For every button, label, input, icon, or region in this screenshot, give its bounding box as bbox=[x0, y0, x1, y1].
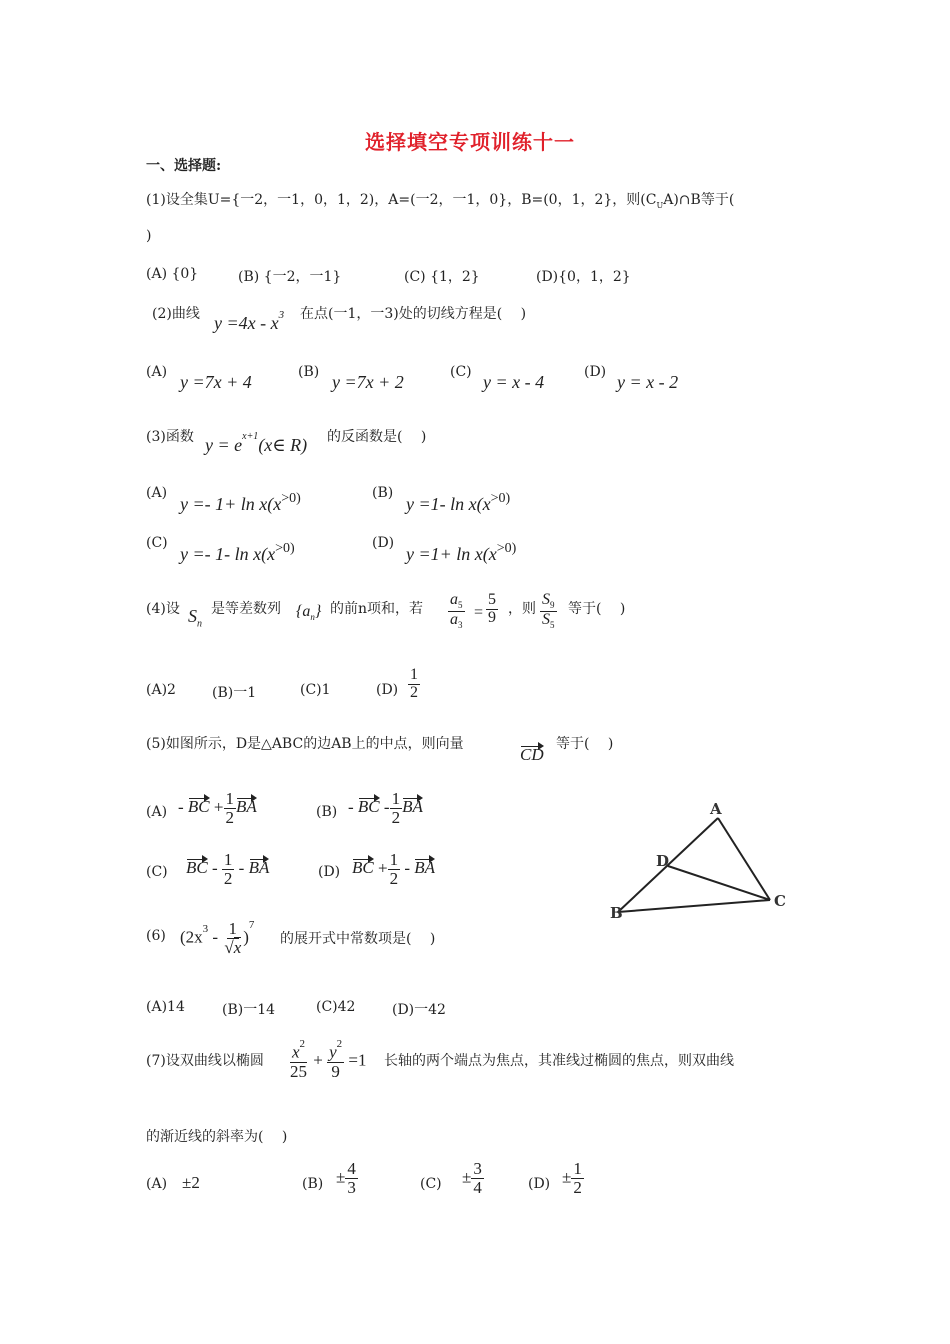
q2-option-a-label: (A) bbox=[146, 364, 168, 380]
q7-ellipse-formula: $\frac{x^2}{25}$ + $\frac{y^2}{9}$ =1 bbox=[290, 1038, 367, 1081]
q4-eq: = bbox=[474, 604, 484, 621]
edge-ac bbox=[718, 818, 770, 900]
q1-text: (1)设全集U={一2，一1，0，1，2)，A=(一2，一1，0}，B=(0，1，2}，则(C bbox=[146, 192, 657, 208]
q5-option-b-label: (B) bbox=[316, 804, 338, 820]
q4-seq: $\{a_n\}$ bbox=[296, 603, 322, 623]
q2-option-c: y = x - 4 bbox=[483, 372, 545, 392]
q1-text2: A)∩B等于( bbox=[663, 192, 735, 208]
q1-option-a: (A) {0} bbox=[146, 266, 199, 282]
question-1 bbox=[146, 189, 734, 210]
vertex-label-c: C bbox=[774, 892, 786, 910]
q7-option-b: ± $\frac{4}{3}$ bbox=[336, 1159, 356, 1197]
q7-option-a: ±2 bbox=[182, 1173, 200, 1192]
q6-option-d: (D)一42 bbox=[392, 1002, 446, 1018]
q7-option-d: ± $\frac{1}{2}$ bbox=[562, 1159, 582, 1197]
q7-option-c: ± $\frac{3}{4}$ bbox=[462, 1159, 482, 1197]
q4-option-d-frac: $\frac{1}{2}$ bbox=[410, 666, 418, 701]
q4-s: $S_n$ bbox=[188, 606, 202, 630]
q3-label: (3)函数 bbox=[146, 429, 194, 445]
q2-formula: $y =4x - x^3$ bbox=[214, 309, 285, 333]
q5-text: (5)如图所示，D是△ABC的边AB上的中点，则向量 bbox=[146, 736, 464, 752]
q6-text: 的展开式中常数项是( ) bbox=[280, 931, 436, 947]
q4-text3: ，则 bbox=[508, 601, 536, 617]
q6-option-a: (A)14 bbox=[146, 999, 185, 1015]
q7-line2: 的渐近线的斜率为( ) bbox=[146, 1129, 288, 1145]
q1-sub-u: U bbox=[656, 200, 664, 210]
q3-option-c-label: (C) bbox=[146, 535, 168, 551]
q3-option-d: $y =1+ \ln x(x^{>0)}$ bbox=[406, 541, 517, 564]
q3-option-a: $y =- 1+ \ln x(x^{>0)}$ bbox=[180, 491, 301, 514]
q6-option-b: (B)一14 bbox=[222, 1002, 276, 1018]
q7-option-d-label: (D) bbox=[528, 1176, 551, 1192]
q5-option-b: - BC - $\frac{1}{2}$ BA bbox=[348, 789, 423, 827]
q2-text: 在点(一1，一3)处的切线方程是( ) bbox=[300, 306, 527, 322]
q5-text2: 等于( ) bbox=[556, 736, 614, 752]
q4-option-a: (A)2 bbox=[146, 682, 176, 698]
q1-option-b: (B) {一2，一1} bbox=[238, 269, 342, 285]
q5-option-a: - BC + $\frac{1}{2}$ BA bbox=[178, 789, 257, 827]
q4-frac1: $\frac{a_5}{a_3}$ bbox=[450, 591, 463, 630]
q4-frac3: $\frac{S_9}{S_5}$ bbox=[542, 591, 555, 630]
q4-option-d: (D) bbox=[376, 682, 399, 698]
q3-option-c: y =- 1- $\ln x(x^{>0)}$ bbox=[180, 541, 295, 564]
q3-option-a-label: (A) bbox=[146, 485, 168, 501]
q5-option-d: BC + $\frac{1}{2}$ - BA bbox=[352, 850, 436, 888]
q7-option-c-label: (C) bbox=[420, 1176, 442, 1192]
q4-text1: 是等差数列 bbox=[211, 601, 281, 617]
q2-option-b: y =7x + 2 bbox=[332, 372, 404, 392]
q7-option-b-label: (B) bbox=[302, 1176, 324, 1192]
q3-option-d-label: (D) bbox=[372, 535, 395, 551]
q3-text: 的反函数是( ) bbox=[327, 429, 427, 445]
q3-formula: $y = e^{x+1}(x\in$ R) bbox=[205, 431, 308, 455]
vertex-label-a: A bbox=[710, 800, 722, 818]
q6-formula: ($2x^3$ - $\frac{1}{√x}$ )$^7$ bbox=[180, 918, 255, 957]
q1-close: ) bbox=[146, 228, 152, 244]
q1-option-d: (D){0，1，2} bbox=[536, 269, 631, 285]
q7-option-a-label: (A) bbox=[146, 1176, 168, 1192]
edge-bc bbox=[618, 900, 770, 912]
section-heading: 一、选择题: bbox=[146, 158, 222, 174]
q6-option-c: (C)42 bbox=[316, 999, 356, 1015]
q5-option-c-label: (C) bbox=[146, 864, 168, 880]
page-title: 选择填空专项训练十一 bbox=[365, 130, 575, 154]
q3-option-b: y =1- $\ln x(x^{>0)}$ bbox=[406, 491, 511, 514]
q7-label: (7)设双曲线以椭圆 bbox=[146, 1053, 264, 1069]
q3-option-b-label: (B) bbox=[372, 485, 394, 501]
q2-option-c-label: (C) bbox=[450, 364, 472, 380]
q4-option-c: (C)1 bbox=[300, 682, 331, 698]
q4-label: (4)设 bbox=[146, 601, 180, 617]
q5-vector-cd: CD bbox=[520, 745, 544, 764]
q4-frac2: $\frac{5}{9}$ bbox=[488, 591, 496, 626]
q7-text: 长轴的两个端点为焦点，其准线过椭圆的焦点，则双曲线 bbox=[384, 1053, 734, 1069]
q5-option-a-label: (A) bbox=[146, 804, 168, 820]
q2-label: (2)曲线 bbox=[152, 306, 200, 322]
q4-text2: 的前n项和，若 bbox=[330, 601, 424, 617]
q4-text4: 等于( ) bbox=[568, 601, 626, 617]
q4-option-b: (B)一1 bbox=[212, 685, 257, 701]
q5-option-c: BC - $\frac{1}{2}$ - BA bbox=[186, 850, 270, 888]
q1-option-c: (C) {1，2} bbox=[404, 269, 480, 285]
q2-option-d-label: (D) bbox=[584, 364, 607, 380]
triangle-figure bbox=[610, 800, 800, 922]
q6-label: (6) bbox=[146, 928, 166, 944]
q2-option-d: y = x - 2 bbox=[617, 372, 679, 392]
vertex-label-b: B bbox=[610, 904, 623, 922]
edge-dc bbox=[668, 866, 770, 900]
q5-option-d-label: (D) bbox=[318, 864, 341, 880]
vertex-label-d: D bbox=[656, 852, 670, 870]
q2-option-b-label: (B) bbox=[298, 364, 320, 380]
q2-option-a: y =7x + 4 bbox=[180, 372, 252, 392]
